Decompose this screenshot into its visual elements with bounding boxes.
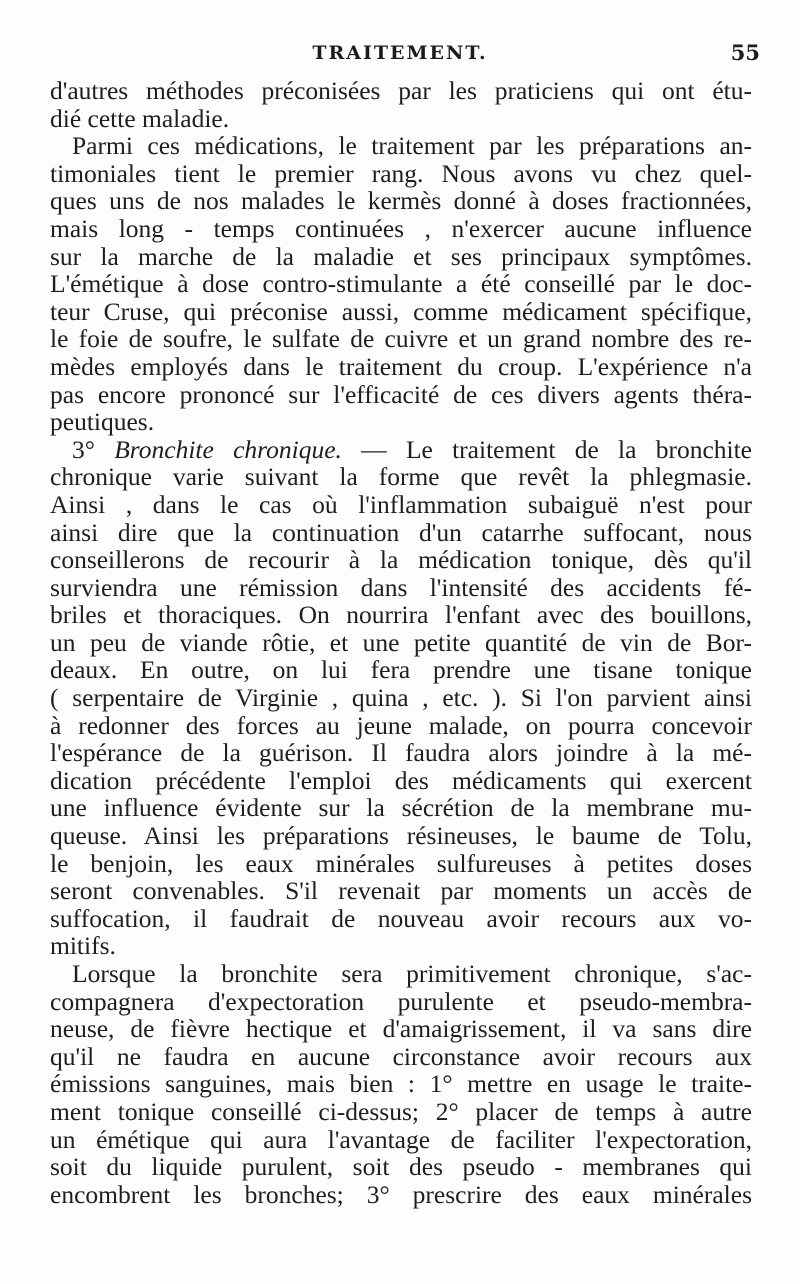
text-line: Lorsque la bronchite sera primitivement chronique, s'ac- [72, 959, 752, 988]
text-line: queuse. Ainsi les préparations résineuses, le baume de Tolu, [50, 821, 752, 851]
text-line: sur la marche de la maladie et ses principaux symptômes. [50, 241, 752, 271]
text-line: émissions sanguines, mais bien : 1° mettre en usage le traite- [50, 1069, 752, 1099]
text-line: l'espérance de la guérison. Il faudra alors joindre à la mé- [50, 738, 752, 768]
text-line [50, 436, 752, 464]
text-line: encombrent les bronches; 3° prescrire des eaux minérales [50, 1179, 752, 1209]
text-line: teur Cruse, qui préconise aussi, comme médicament spécifique, [50, 296, 752, 326]
text-line: mais long - temps continuées , n'exercer aucune influence [50, 213, 752, 243]
text-line: chronique varie suivant la forme que revêt la phlegmasie. [50, 462, 752, 492]
text-line: à redonner des forces au jeune malade, on pourra concevoir [50, 710, 752, 740]
text-line: seront convenables. S'il revenait par moments un accès de [50, 876, 752, 906]
running-title: TRAITEMENT. [312, 42, 488, 64]
text-line: une influence évidente sur la sécrétion de la membrane mu- [50, 793, 752, 823]
text-line: compagnera d'expectoration purulente et pseudo-membra- [50, 986, 752, 1016]
text-line: pas encore prononcé sur l'efficacité de ces divers agents théra- [50, 379, 752, 409]
text-line: mèdes employés dans le traitement du croup. L'expérience n'a [50, 351, 752, 381]
text-line: L'émétique à dose contro-stimulante a été conseillé par le doc- [50, 269, 752, 299]
text-line: ( serpentaire de Virginie , quina , etc. ). Si l'on parvient ainsi [50, 683, 752, 713]
text-line: mitifs. [50, 931, 116, 961]
text-line: Parmi ces médications, le traitement par les préparations an- [72, 131, 752, 161]
text-line: ainsi dire que la continuation d'un catarrhe suffocant, nous [50, 517, 752, 547]
page-number: 55 [730, 40, 760, 65]
text-line: ques uns de nos malades le kermès donné à doses fractionnées, [50, 186, 752, 216]
text-line: briles et thoraciques. On nourrira l'enfant avec des bouillons, [50, 600, 752, 630]
section-title: Bronchite chronique. [114, 434, 342, 464]
text-line: le foie de soufre, le sulfate de cuivre et un grand nombre des re- [50, 324, 752, 354]
text-line: dication précédente l'emploi des médicaments qui exercent [50, 765, 752, 795]
text-line: soit du liquide purulent, soit des pseudo - membranes qui [50, 1152, 752, 1182]
text-line: neuse, de fièvre hectique et d'amaigrissement, il va sans dire [50, 1014, 752, 1044]
text-line: dié cette maladie. [50, 103, 230, 133]
text-line: Ainsi , dans le cas où l'inflammation subaiguë n'est pour [50, 489, 752, 519]
page-header [0, 42, 800, 74]
text-line: timoniales tient le premier rang. Nous avons vu chez quel- [50, 158, 752, 188]
text-line: un émétique qui aura l'avantage de faciliter l'expectoration, [50, 1124, 752, 1154]
text-line: le benjoin, les eaux minérales sulfureuses à petites doses [50, 848, 752, 878]
text-line: surviendra une rémission dans l'intensité des accidents fé- [50, 572, 752, 602]
section-number: 3° [72, 434, 115, 464]
text-line: suffocation, il faudrait de nouveau avoir recours aux vo- [50, 903, 752, 933]
text-line: d'autres méthodes préconisées par les praticiens qui ont étu- [50, 76, 752, 105]
text-line: qu'il ne faudra en aucune circonstance avoir recours aux [50, 1041, 752, 1071]
text-line: peutiques. [50, 407, 155, 437]
text-line: conseillerons de recourir à la médication tonique, dès qu'il [50, 545, 752, 575]
text-line: ment tonique conseillé ci-dessus; 2° placer de temps à autre [50, 1096, 752, 1126]
text-line: deaux. En outre, on lui fera prendre une tisane tonique [50, 655, 752, 685]
text-line: un peu de viande rôtie, et une petite quantité de vin de Bor- [50, 627, 752, 657]
section-text: — Le traitement de la bronchite [341, 434, 753, 464]
body-text [50, 77, 752, 1208]
